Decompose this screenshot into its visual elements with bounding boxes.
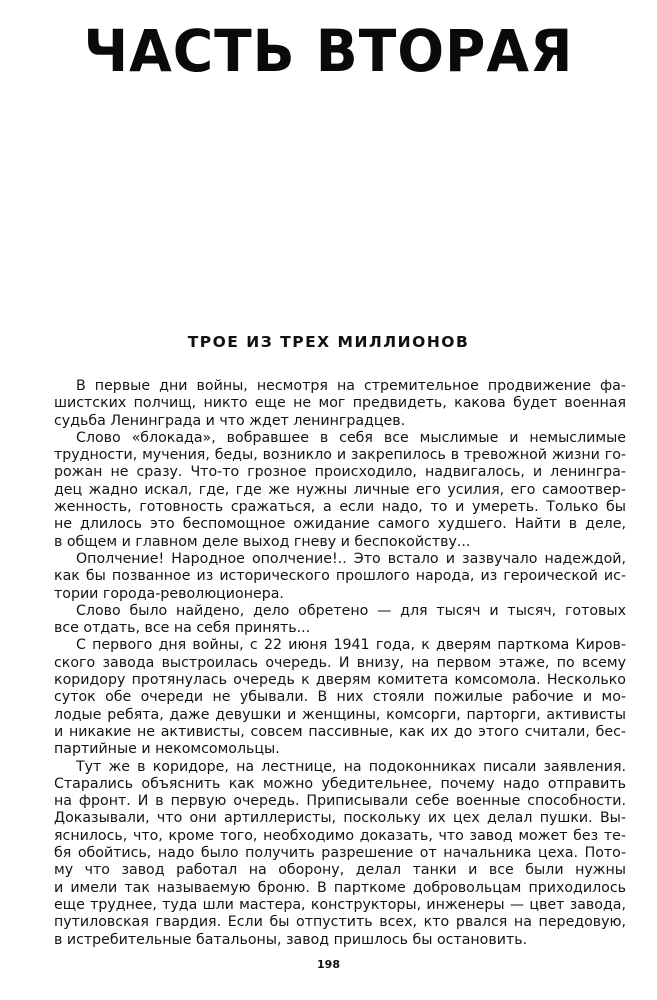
text-line: путиловская гвардия. Если бы отпустить всех, кто рвался на передовую, xyxy=(54,914,626,931)
text-line: и имели так называемую броню. В парткоме добровольцам приходилось xyxy=(54,879,626,896)
text-line: партийные и некомсомольцы. xyxy=(54,741,280,758)
text-line: трудности, мучения, беды, возникло и закрепилось в тревожной жизни го- xyxy=(54,447,626,464)
text-line: шистских полчищ, никто еще не мог предвидеть, какова будет военная xyxy=(54,395,626,412)
text-line: Слово «блокада», вобравшее в себя все мыслимые и немыслимые xyxy=(76,429,626,446)
text-line: Слово было найдено, дело обретено — для тысяч и тысяч, готовых xyxy=(76,602,626,619)
paragraph xyxy=(54,637,626,758)
chapter-title: ТРОЕ ИЗ ТРЕХ МИЛЛИОНОВ xyxy=(187,333,470,351)
text-line: суток обе очереди не убывали. В них стояли пожилые рабочие и мо- xyxy=(54,689,626,706)
paragraph xyxy=(54,603,626,638)
text-line: С первого дня войны, с 22 июня 1941 года, к дверям парткома Киров- xyxy=(76,637,626,654)
text-line: лодые ребята, даже девушки и женщины, комсорги, парторги, активисты xyxy=(54,706,626,723)
text-line: не длилось это беспомощное ожидание самого худшего. Найти в деле, xyxy=(54,516,626,533)
text-line: яснилось, что, кроме того, необходимо доказать, что завод может без те- xyxy=(54,827,626,844)
text-line: тории города-революционера. xyxy=(54,585,284,602)
text-line: еще труднее, туда шли мастера, конструкторы, инженеры — цвет завода, xyxy=(54,896,626,913)
text-line: му что завод работал на оборону, делал танки и все были нужны xyxy=(54,862,626,879)
text-line: Тут же в коридоре, на лестнице, на подоконниках писали заявления. xyxy=(76,758,626,775)
text-line: женность, готовность сражаться, а если надо, то и умереть. Только бы xyxy=(54,499,626,516)
body-text xyxy=(54,378,626,949)
paragraph xyxy=(54,759,626,949)
text-line: рожан не сразу. Что-то грозное происходило, надвигалось, и ленингра- xyxy=(54,464,626,481)
paragraph xyxy=(54,430,626,551)
page-number: 198 xyxy=(317,958,340,971)
text-line: Доказывали, что они артиллеристы, поскольку их цех делал пушки. Вы- xyxy=(54,810,626,827)
text-line: и никакие не активисты, совсем пассивные, как их до этого считали, бес- xyxy=(54,723,626,740)
text-line: судьба Ленинграда и что ждет ленинградцев. xyxy=(54,412,406,429)
part-title: ЧАСТЬ ВТОРАЯ xyxy=(83,17,574,85)
text-line: как бы позванное из исторического прошлого народа, из героической ис- xyxy=(54,568,626,585)
text-line: Старались объяснить как можно убедительнее, почему надо отправить xyxy=(54,775,626,792)
paragraph xyxy=(54,378,626,430)
text-line: В первые дни войны, несмотря на стремительное продвижение фа- xyxy=(76,378,626,394)
text-line: коридору протянулась очередь к дверям комитета комсомола. Несколько xyxy=(54,672,626,689)
text-line: в общем и главном деле выход гневу и беспокойству... xyxy=(54,533,471,550)
text-line: бя обойтись, надо было получить разрешение от начальника цеха. Пото- xyxy=(54,845,626,862)
text-line: в истребительные батальоны, завод пришлось бы остановить. xyxy=(54,931,528,948)
text-line: ского завода выстроилась очередь. И внизу, на первом этаже, по всему xyxy=(54,654,626,671)
paragraph xyxy=(54,551,626,603)
text-line: на фронт. И в первую очередь. Приписывали себе военные способности. xyxy=(54,793,626,810)
text-line: Ополчение! Народное ополчение!.. Это встало и зазвучало надеждой, xyxy=(76,550,626,567)
text-line: все отдать, все на себя принять... xyxy=(54,620,311,637)
text-line: дец жадно искал, где, где же нужны личные его усилия, его самоотвер- xyxy=(54,481,626,498)
